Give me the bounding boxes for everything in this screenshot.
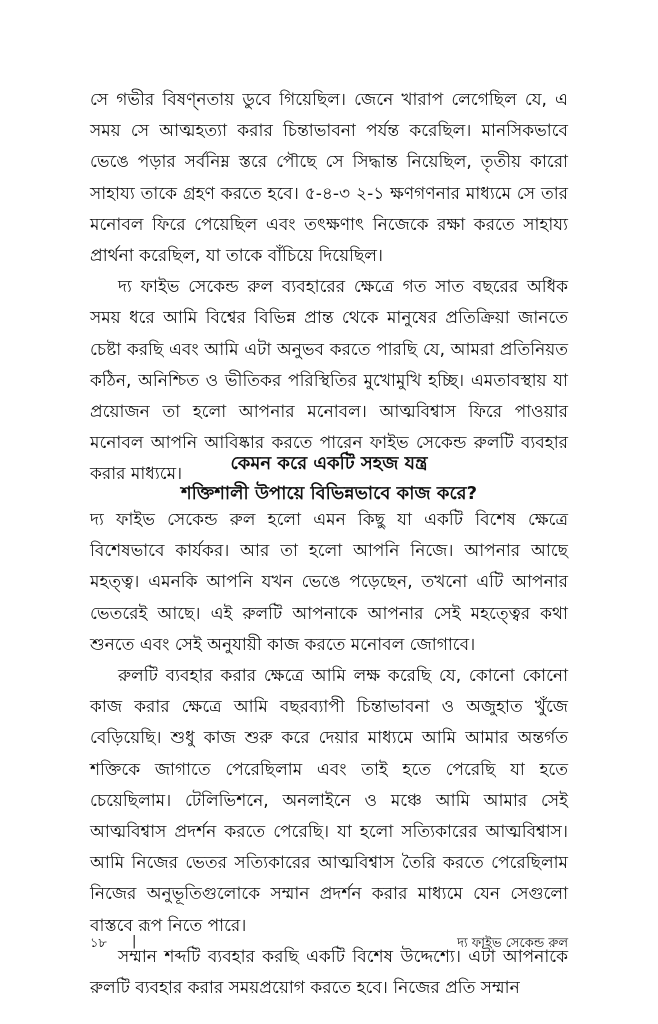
body-text-section-1 bbox=[90, 85, 568, 491]
body-text-section-2 bbox=[90, 505, 568, 1004]
footer-separator: | bbox=[132, 934, 137, 949]
running-head: দ্য ফাইভ সেকেন্ড রুল bbox=[457, 936, 568, 951]
page-number: ১৮ bbox=[90, 936, 107, 951]
section-heading bbox=[90, 449, 568, 509]
heading-line-1: কেমন করে একটি সহজ যন্ত্র bbox=[230, 453, 428, 474]
paragraph: রুলটি ব্যবহার করার ক্ষেত্রে আমি লক্ষ করেছি যে, কোনো কোনো কাজ করার ক্ষেত্রে আমি বছরব্যাপী চিন্তাভাবনা ও অজুহাত খুঁজে বেড়িয়েছি। শুধু কাজ শুরু করে দেয়ার মাধ্যমে আমি আমার অন্তর্গত শক্তিকে জাগাতে পেরেছিলাম এবং তাই হতে পেরেছি যা হতে চেয়েছিলাম। টেলিভিশনে, অনলাইনে ও মঞ্চে আমি আমার সেই আত্মবিশ্বাস প্রদর্শন করতে পেরেছি। যা হলো সত্যিকারের আত্মবিশ্বাস। আমি নিজের ভেতর সত্যিকারের আত্মবিশ্বাস তৈরি করতে পেরেছিলাম নিজের অনুভূতিগুলোকে সম্মান প্রদর্শন করার মাধ্যমে যেন সেগুলো বাস্তবে রূপ নিতে পারে। bbox=[90, 666, 568, 936]
paragraph: দ্য ফাইভ সেকেন্ড রুল হলো এমন কিছু যা একটি বিশেষ ক্ষেত্রে বিশেষভাবে কার্যকর। আর তা হলো আপনি নিজে। আপনার আছে মহত্ত্ব। এমনকি আপনি যখন ভেঙে পড়েছেন, তখনো এটি আপনার ভেতরেই আছে। এই রুলটি আপনাকে আপনার সেই মহত্ত্বের কথা শুনতে এবং সেই অনুযায়ী কাজ করতে মনোবল জোগাবে। bbox=[90, 510, 568, 655]
paragraph: সে গভীর বিষণ্নতায় ডুবে গিয়েছিল। জেনে খারাপ লেগেছিল যে, এ সময় সে আত্মহত্যা করার চিন্তাভাবনা পর্যন্ত করেছিল। মানসিকভাবে ভেঙে পড়ার সর্বনিম্ন স্তরে পৌছে সে সিদ্ধান্ত নিয়েছিল, তৃতীয় কারো সাহায্য তাকে গ্রহণ করতে হবে। ৫-৪-৩ ২-১ ক্ষণগণনার মাধ্যমে সে তার মনোবল ফিরে পেয়েছিল এবং তৎক্ষণাৎ নিজেকে রক্ষা করতে সাহায্য প্রার্থনা করেছিল, যা তাকে বাঁচিয়ে দিয়েছিল। bbox=[90, 90, 568, 267]
paragraph: সম্মান শব্দটি ব্যবহার করছি একটি বিশেষ উদ্দেশ্যে। এটা আপনাকে রুলটি ব্যবহার করার সময়প্রয়োগ করতে হবে। নিজের প্রতি সম্মান bbox=[90, 946, 568, 999]
page-footer bbox=[90, 934, 568, 956]
heading-line-2: শক্তিশালী উপায়ে বিভিন্নভাবে কাজ করে? bbox=[180, 483, 478, 504]
paragraph: দ্য ফাইভ সেকেন্ড রুল ব্যবহারের ক্ষেত্রে গত সাত বছরের অধিক সময় ধরে আমি বিশ্বের বিভিন্ন প্রান্ত থেকে মানুষের প্রতিক্রিয়া জানতে চেষ্টা করছি এবং আমি এটা অনুভব করতে পারছি যে, আমরা প্রতিনিয়ত কঠিন, অনিশ্চিত ও ভীতিকর পরিস্থিতির মুখোমুখি হচ্ছি। এমতাবস্থায় যা প্রয়োজন তা হলো আপনার মনোবল। আত্মবিশ্বাস ফিরে পাওয়ার মনোবল আপনি আবিষ্কার করতে পারেন ফাইভ সেকেন্ড রুলটি ব্যবহার করার মাধ্যমে। bbox=[90, 277, 568, 485]
